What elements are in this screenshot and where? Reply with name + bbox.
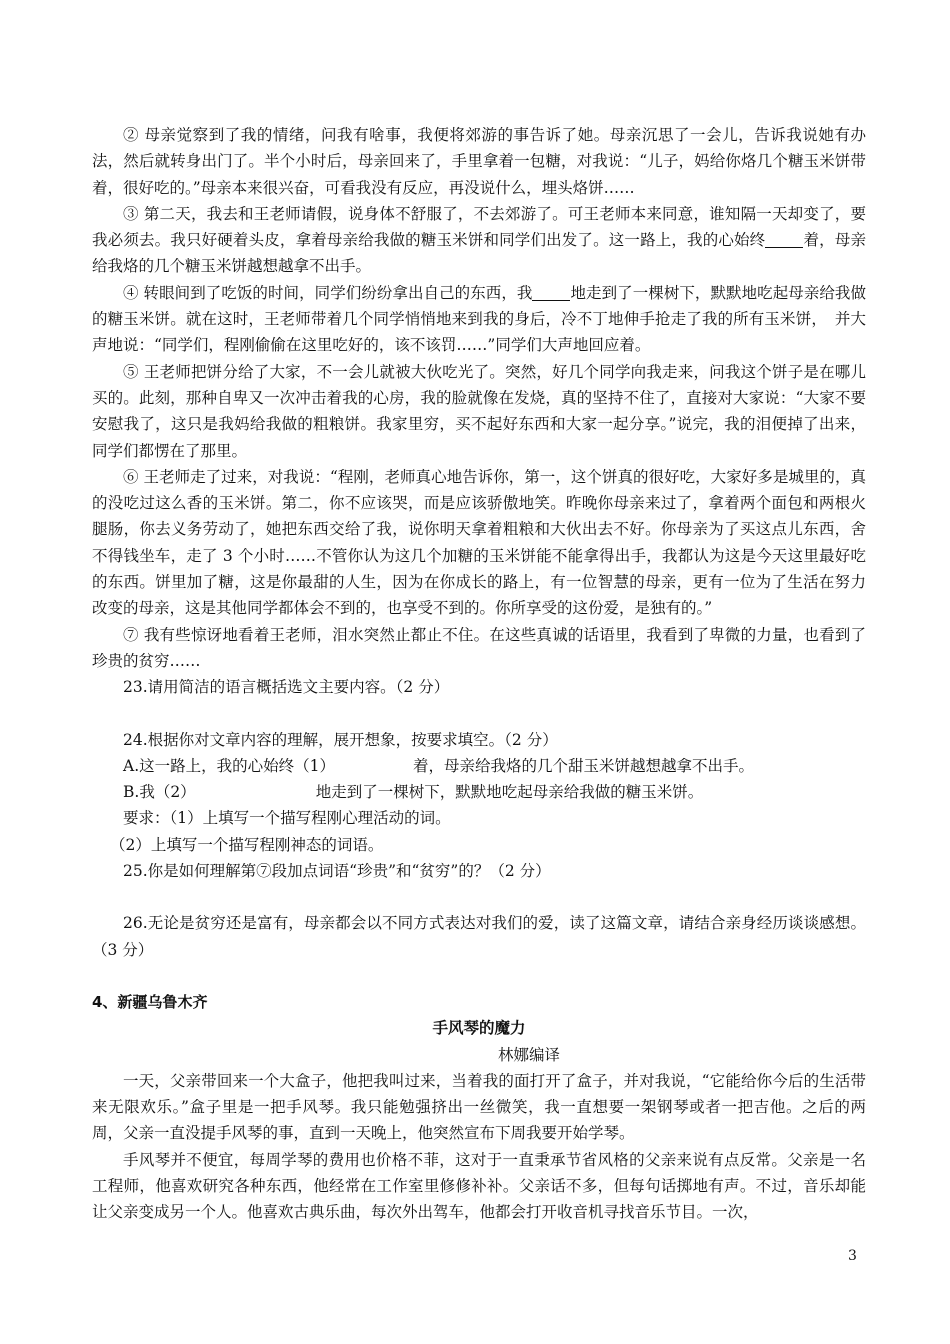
question-24: 24.根据你对文章内容的理解，展开想象，按要求填空。（2 分） — [123, 730, 558, 749]
paragraph-6: ⑥ 王老师走了过来，对我说：“程刚，老师真心地告诉你，第一，这个饼真的很好吃，大家好多是城里的，真的没吃过这么香的玉米饼。第二，你不应该哭，而是应该骄傲地笑。昨晚你母亲来过了，拿着两个面包和两根火腿肠，你去义务劳动了，她把东西交给了我，说你明天拿着粗粮和大伙出去不好。你母亲为了买这点儿东西，舍不得钱坐车，走了 3 个小时……不管你认为这几个加糖的玉米饼能不能拿得出手，我都认为这是今天这里最好吃的东西。饼里加了糖，这是你最甜的人生，因为在你成长的路上，有一位智慧的母亲，更有一位为了生活在努力改变的母亲，这是其他同学都体会不到的，也享受不到的。你所享受的这份爱，是独有的。” — [92, 467, 866, 618]
article-paragraph-2: 手风琴并不便宜，每周学琴的费用也价格不菲，这对于一直秉承节省风格的父亲来说有点反常。父亲是一名工程师，他喜欢研究各种东西，他经常在工作室里修修补补。父亲话不多，但每句话掷地有声。不过，音乐却能让父亲变成另一个人。他喜欢古典乐曲，每次外出驾车，他都会打开收音机寻找音乐节目。一次， — [92, 1150, 866, 1222]
page-number: 3 — [848, 1248, 857, 1264]
article-title: 手风琴的魔力 — [432, 1019, 526, 1038]
article-author: 林娜编译 — [497, 1045, 560, 1064]
question-24-b-prefix: B.我（2） — [123, 783, 196, 802]
paragraph-3-part-b: 着，母亲给我烙的几个糖玉米饼越想越拿不出手。 — [92, 231, 866, 276]
question-24-a-prefix: A.这一路上，我的心始终（1） — [123, 756, 335, 775]
fill-blank-1[interactable] — [765, 231, 803, 248]
body-text — [92, 122, 866, 1226]
question-24-a — [92, 753, 866, 779]
answer-space-23[interactable] — [92, 701, 866, 727]
paragraph-4 — [92, 280, 866, 359]
answer-space-25[interactable] — [92, 884, 866, 910]
question-24-b-suffix: 地走到了一棵树下，默默地吃起母亲给我做的糖玉米饼。 — [315, 783, 704, 802]
article-paragraph-1: 一天，父亲带回来一个大盒子，他把我叫过来，当着我的面打开了盒子，并对我说，“它能给你今后的生活带来无限欢乐。”盒子里是一把手风琴。我只能勉强挤出一丝微笑，我一直想要一架钢琴或者一把吉他。之后的两周，父亲一直没提手风琴的事，直到一天晚上，他突然宣布下周我要开始学琴。 — [92, 1071, 866, 1143]
question-25: 25.你是如何理解第⑦段加点词语“珍贵”和“贫穷”的？（2 分） — [123, 862, 551, 881]
paragraph-5: ⑤ 王老师把饼分给了大家，不一会儿就被大伙吃光了。突然，好几个同学向我走来，问我这个饼子是在哪儿买的。此刻，那种自卑又一次冲击着我的心房，我的脸就像在发烧，真的坚持不住了，直接对大家说：“大家不要安慰我了，这只是我妈给我做的粗粮饼。我家里穷，买不起好东西和大家一起分享。”说完，我的泪便掉了出来，同学们都愣在了那里。 — [92, 362, 866, 460]
question-24-b — [92, 779, 866, 805]
question-24-requirement-1: 要求：（1）上填写一个描写程刚心理活动的词。 — [123, 809, 451, 828]
paragraph-7: ⑦ 我有些惊讶地看着王老师，泪水突然止都止不住。在这些真诚的话语里，我看到了卑微的力量，也看到了珍贵的贫穷…… — [92, 625, 866, 670]
question-24-requirement-2: （2）上填写一个描写程刚神态的词语。 — [110, 835, 384, 854]
question-23: 23.请用简洁的语言概括选文主要内容。（2 分） — [123, 678, 450, 697]
question-26: 26.无论是贫穷还是富有，母亲都会以不同方式表达对我们的爱，读了这篇文章，请结合亲身经历谈谈感想。（3 分） — [92, 914, 866, 959]
paragraph-4-part-a: ④ 转眼间到了吃饭的时间，同学们纷纷拿出自己的东西，我 — [123, 283, 533, 302]
fill-blank-2[interactable] — [532, 284, 570, 301]
answer-space-26[interactable] — [92, 963, 866, 989]
section-heading: 4、新疆乌鲁木齐 — [92, 992, 208, 1011]
paragraph-2: ② 母亲觉察到了我的情绪，问我有啥事，我便将郊游的事告诉了她。母亲沉思了一会儿，告诉我说她有办法，然后就转身出门了。半个小时后，母亲回来了，手里拿着一包糖，对我说：“儿子，妈给你烙几个糖玉米饼带着，很好吃的。”母亲本来很兴奋，可看我没有反应，再没说什么，埋头烙饼…… — [92, 126, 866, 197]
question-24-a-suffix: 着，母亲给我烙的几个甜玉米饼越想越拿不出手。 — [412, 756, 754, 775]
paragraph-3 — [92, 201, 866, 280]
paragraph-3-part-a: ③ 第二天，我去和王老师请假，说身体不舒服了，不去郊游了。可王老师本来同意，谁知隔一天却变了，要我必须去。我只好硬着头皮，拿着母亲给我做的糖玉米饼和同学们出发了。这一路上，我的心始终 — [92, 204, 866, 250]
paragraph-4-part-b: 地走到了一棵树下，默默地吃起母亲给我做的糖玉米饼。就在这时，王老师带着几个同学悄悄地来到我的身后，冷不丁地伸手抢走了我的所有玉米饼， 并大声地说：“同学们，程刚偷偷在这里吃好的，该不该罚……”同学们大声地回应着。 — [92, 283, 866, 355]
